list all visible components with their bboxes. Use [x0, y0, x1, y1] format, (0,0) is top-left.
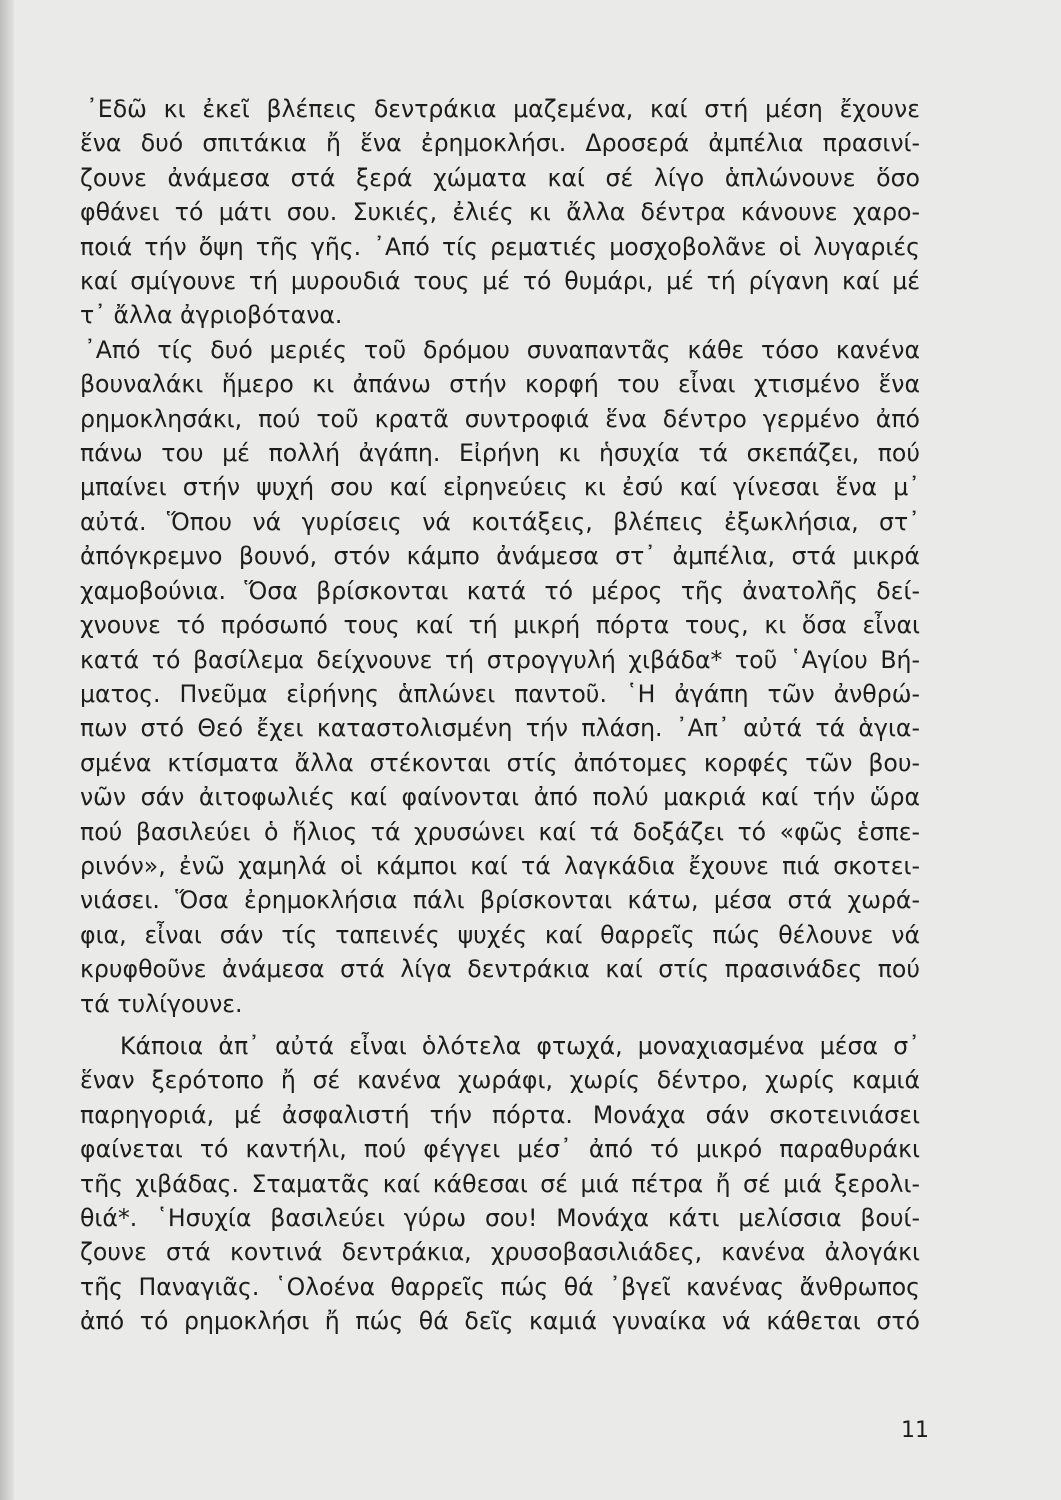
text-line: τ᾽ ἄλλα ἀγριοβότανα.	[80, 301, 343, 330]
text-line: φαίνεται τό καντήλι, πού φέγγει μέσ᾽ ἀπό τό μικρό παραθυράκι	[80, 1135, 920, 1164]
text-line: παρηγοριά, μέ ἀσφαλιστή τήν πόρτα. Μονάχα σάν σκοτεινιάσει	[80, 1100, 920, 1129]
text-line: πάνω του μέ πολλή ἀγάπη. Εἰρήνη κι ἡσυχία τά σκεπάζει, πού	[80, 439, 920, 468]
paragraph-3	[80, 1029, 920, 1339]
text-line: ἕνα δυό σπιτάκια ἤ ἕνα ἐρημοκλήσι. Δροσερά ἀμπέλια πρασινί-	[80, 129, 920, 158]
text-line: ζουνε ἀνάμεσα στά ξερά χώματα καί σέ λίγο ἁπλώνουνε ὅσο	[80, 163, 920, 192]
text-line: ζουνε στά κοντινά δεντράκια, χρυσοβασιλιάδες, κανένα ἀλογάκι	[80, 1238, 920, 1267]
page-edge-shadow	[0, 0, 14, 1500]
text-line: ρινόν», ἐνῶ χαμηλά οἱ κάμποι καί τά λαγκάδια ἔχουνε πιά σκοτει-	[80, 851, 920, 880]
text-line: τῆς χιβάδας. Σταματᾶς καί κάθεσαι σέ μιά πέτρα ἤ σέ μιά ξερολι-	[80, 1169, 920, 1198]
text-line: κατά τό βασίλεμα δείχνουνε τή στρογγυλή χιβάδα* τοῦ ῾Αγίου Βή-	[80, 645, 920, 674]
page-number: 11	[901, 1418, 929, 1443]
text-line: φια, εἶναι σάν τίς ταπεινές ψυχές καί θαρρεῖς πώς θέλουνε νά	[80, 920, 920, 949]
paragraph-gap	[80, 1021, 920, 1029]
text-line: νιάσει. Ὅσα ἐρημοκλήσια πάλι βρίσκονται κάτω, μέσα στά χωρά-	[80, 886, 920, 915]
text-line: ρημοκλησάκι, πού τοῦ κρατᾶ συντροφιά ἕνα δέντρο γερμένο ἀπό	[80, 404, 920, 433]
text-line: Κάποια ἀπ᾽ αὐτά εἶναι ὁλότελα φτωχά, μοναχιασμένα μέσα σ᾽	[120, 1031, 920, 1060]
text-line: σμένα κτίσματα ἄλλα στέκονται στίς ἀπότομες κορφές τῶν βου-	[80, 748, 920, 777]
text-line: μπαίνει στήν ψυχή σου καί εἰρηνεύεις κι ἐσύ καί γίνεσαι ἕνα μ᾽	[80, 473, 920, 502]
text-line: βουναλάκι ἥμερο κι ἀπάνω στήν κορφή του εἶναι χτισμένο ἕνα	[80, 370, 920, 399]
text-line: τά τυλίγουνε.	[80, 989, 243, 1018]
text-line: ἀπό τό ρημοκλήσι ἤ πώς θά δεῖς καμιά γυναίκα νά κάθεται στό	[80, 1307, 920, 1336]
text-line: ᾽Από τίς δυό μεριές τοῦ δρόμου συναπαντᾶς κάθε τόσο κανένα	[84, 335, 920, 364]
text-line: ματος. Πνεῦμα εἰρήνης ἁπλώνει παντοῦ. ῾Η ἀγάπη τῶν ἀνθρώ-	[80, 679, 920, 708]
text-line: ποιά τήν ὄψη τῆς γῆς. ᾽Από τίς ρεματιές μοσχοβολᾶνε οἱ λυγαριές	[80, 232, 920, 261]
text-line: φθάνει τό μάτι σου. Συκιές, ἐλιές κι ἄλλα δέντρα κάνουνε χαρο-	[80, 198, 920, 227]
text-line: καί σμίγουνε τή μυρουδιά τους μέ τό θυμάρι, μέ τή ρίγανη καί μέ	[80, 267, 920, 296]
text-line: ἀπόγκρεμνο βουνό, στόν κάμπο ἀνάμεσα στ᾽ ἀμπέλια, στά μικρά	[80, 542, 920, 571]
text-line: ᾽Εδῶ κι ἐκεῖ βλέπεις δεντράκια μαζεμένα, καί στή μέση ἔχουνε	[86, 95, 920, 123]
text-line: πων στό Θεό ἔχει καταστολισμένη τήν πλάση. ᾽Απ᾽ αὐτά τά ἁγια-	[80, 714, 920, 743]
text-line: χαμοβούνια. Ὅσα βρίσκονται κατά τό μέρος τῆς ἀνατολῆς δεί-	[80, 576, 920, 605]
paragraph-1	[80, 92, 920, 333]
text-line: αὐτά. Ὅπου νά γυρίσεις νά κοιτάξεις, βλέπεις ἐξωκλήσια, στ᾽	[80, 507, 920, 536]
text-line: νῶν σάν ἀιτοφωλιές καί φαίνονται ἀπό πολύ μακριά καί τήν ὥρα	[80, 783, 920, 812]
paragraph-2	[80, 333, 920, 1021]
text-line: κρυφθοῦνε ἀνάμεσα στά λίγα δεντράκια καί στίς πρασινάδες πού	[80, 955, 920, 984]
text-line: χνουνε τό πρόσωπό τους καί τή μικρή πόρτα τους, κι ὅσα εἶναι	[80, 611, 920, 640]
text-line: ἕναν ξερότοπο ἤ σέ κανένα χωράφι, χωρίς δέντρο, χωρίς καμιά	[80, 1066, 920, 1095]
text-line: τῆς Παναγιᾶς. ῾Ολοένα θαρρεῖς πώς θά ᾽βγεῖ κανένας ἄνθρωπος	[80, 1272, 920, 1301]
text-line: θιά*. ῾Ησυχία βασιλεύει γύρω σου! Μονάχα κάτι μελίσσια βουί-	[80, 1204, 920, 1232]
text-line: πού βασιλεύει ὁ ἥλιος τά χρυσώνει καί τά δοξάζει τό «φῶς ἑσπε-	[80, 817, 920, 846]
body-text	[80, 92, 920, 1339]
